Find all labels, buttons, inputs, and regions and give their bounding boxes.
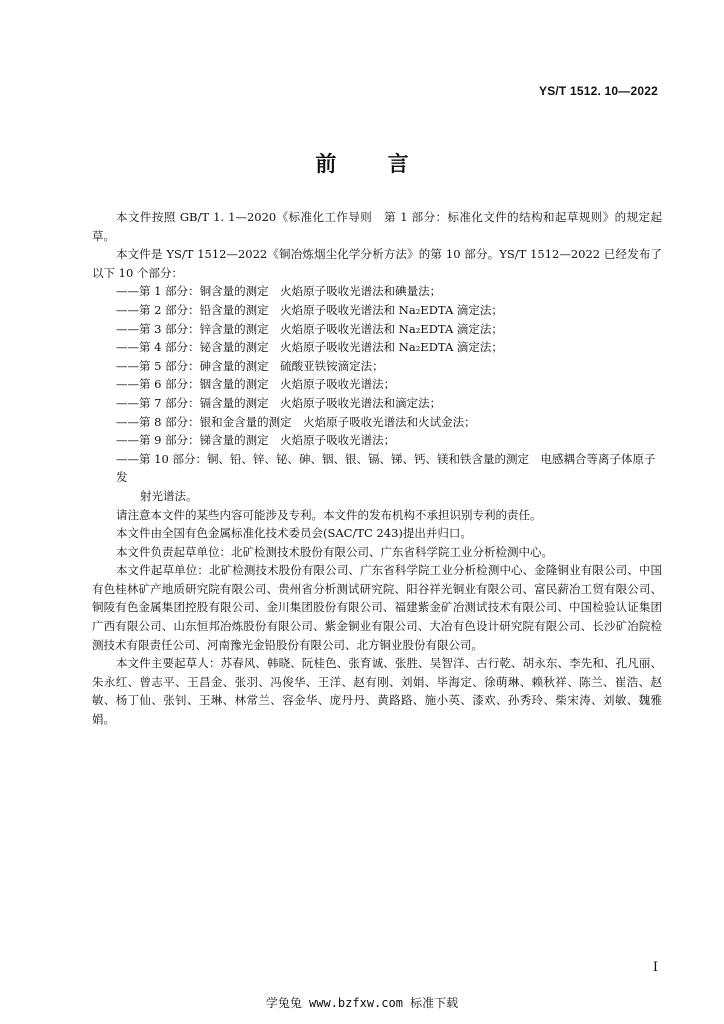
list-item: ——第 5 部分：砷含量的测定 硫酸亚铁铵滴定法；: [116, 358, 384, 373]
parts-list: [92, 282, 662, 505]
list-item: ——第 6 部分：铟含量的测定 火焰原子吸收光谱法；: [116, 377, 396, 392]
list-item: ——第 4 部分：铋含量的测定 火焰原子吸收光谱法和 Na₂EDTA 滴定法；: [116, 340, 503, 355]
paragraph-proposed-by: 本文件由全国有色金属标准化技术委员会(SAC/TC 243)提出并归口。: [116, 526, 472, 541]
part-10-line-2: 射光谱法。: [140, 488, 198, 503]
footer-watermark: 学兔兔 www.bzfxw.com 标准下载: [265, 996, 459, 1010]
foreword-body: [92, 208, 662, 729]
paragraph-drafters: 本文件主要起草人：苏春风、韩晓、阮桂色、张育诚、张胜、吴智洋、古行乾、胡永东、李先和、孔凡丽、朱永红、曾志平、王昌金、张羽、冯俊华、王洋、赵有刚、刘娟、毕海定、徐萌琳、赖秋祥、陈兰、崔浩、赵敏、杨丁仙、张钊、王琳、林常兰、容金华、庞丹丹、黄路路、施小英、漆欢、孙秀玲、柴宋涛、刘敏、魏雅娟。: [92, 656, 662, 727]
paragraph-drafting-units: 本文件起草单位：北矿检测技术股份有限公司、广东省科学院工业分析检测中心、金隆铜业有限公司、中国有色桂林矿产地质研究院有限公司、贵州省分析测试研究院、阳谷祥光铜业有限公司、富民薪冶工贸有限公司、铜陵有色金属集团控股有限公司、金川集团股份有限公司、福建紫金矿冶测试技术有限公司、中国检验认证集团广西有限公司、山东恒邦冶炼股份有限公司、紫金铜业有限公司、大冶有色设计研究院有限公司、长沙矿冶院检测技术有限责任公司、河南豫光金铅股份有限公司、北方铜业股份有限公司。: [92, 563, 662, 652]
list-item-part-10: [92, 450, 662, 506]
list-item: ——第 1 部分：铜含量的测定 火焰原子吸收光谱法和碘量法；: [116, 284, 442, 299]
list-item: ——第 7 部分：镉含量的测定 火焰原子吸收光谱法和滴定法；: [116, 395, 442, 410]
page-number: Ⅰ: [652, 960, 658, 975]
paragraph-responsible-units: 本文件负责起草单位：北矿检测技术股份有限公司、广东省科学院工业分析检测中心。: [116, 544, 553, 559]
list-item: ——第 9 部分：锑含量的测定 火焰原子吸收光谱法；: [116, 433, 396, 448]
part-10-line-1: ——第 10 部分：铜、铅、锌、铋、砷、铟、银、镉、锑、钙、镁和铁含量的测定 电感耦合等离子体原子发: [116, 451, 656, 485]
paragraph-drafting-rules: 本文件按照 GB/T 1. 1—2020《标准化工作导则 第 1 部分：标准化文件的结构和起草规则》的规定起草。: [92, 210, 662, 243]
list-item: ——第 8 部分：银和金含量的测定 火焰原子吸收光谱法和火试金法；: [116, 414, 476, 429]
standard-code: YS/T 1512. 10—2022: [538, 84, 658, 98]
list-item: ——第 2 部分：铅含量的测定 火焰原子吸收光谱法和 Na₂EDTA 滴定法；: [116, 302, 503, 317]
list-item: ——第 3 部分：锌含量的测定 火焰原子吸收光谱法和 Na₂EDTA 滴定法；: [116, 321, 503, 336]
paragraph-patent-notice: 请注意本文件的某些内容可能涉及专利。本文件的发布机构不承担识别专利的责任。: [116, 507, 542, 522]
paragraph-series-intro: 本文件是 YS/T 1512—2022《铜冶炼烟尘化学分析方法》的第 10 部分。YS/T 1512—2022 已经发布了以下 10 个部分：: [92, 247, 662, 280]
page-title: 前 言: [315, 151, 431, 176]
